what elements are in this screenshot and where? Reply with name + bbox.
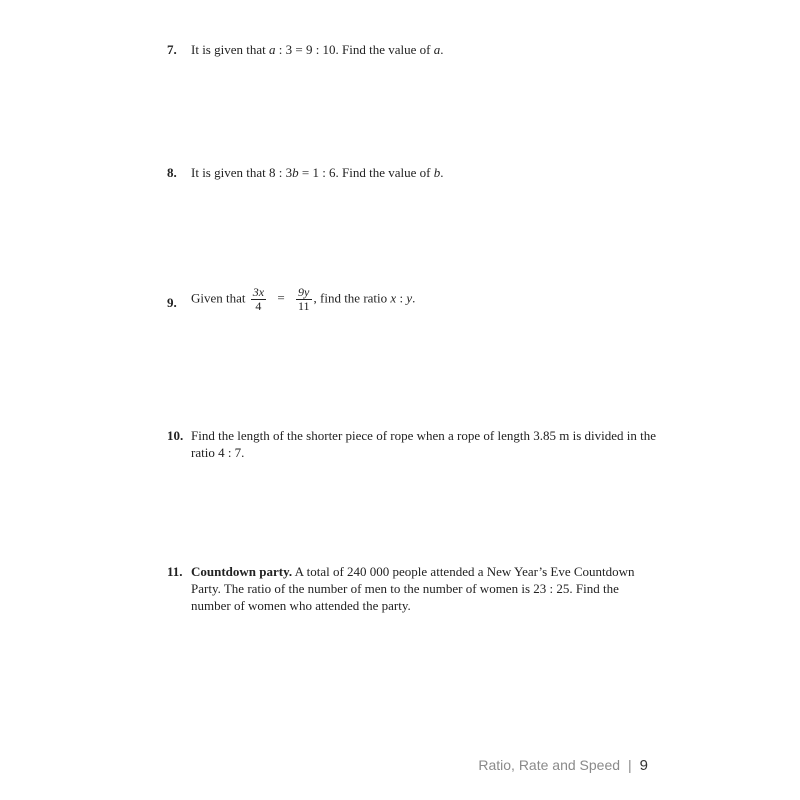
question-text: Find the length of the shorter piece of rope when a rope of length 3.85 m is divided in the ratio 4 : 7. [191, 428, 656, 460]
footer-separator: | [628, 757, 632, 773]
question-7 [167, 41, 657, 58]
chapter-title: Ratio, Rate and Speed [478, 757, 621, 773]
fraction: $\frac{9y}{11}$ [297, 285, 310, 313]
question-text: It is given that 8 : 3b = 1 : 6. Find the value of b. [191, 165, 444, 180]
question-text: Countdown party. A total of 240 000 people attended a New Year’s Eve Countdown Party. The ratio of the number of men to the number of women is 23 : 25. Find the number of women who attended the party. [191, 564, 635, 613]
question-9 [167, 286, 657, 313]
page-footer [478, 757, 648, 774]
fraction: $\frac{3x}{4}$ [252, 285, 265, 313]
question-number: 9. [167, 295, 177, 310]
question-text: Given that $\frac{3x}{4}$ = $\frac{9y}{11}$ , find the ratio x : y. [191, 285, 416, 313]
question-8 [167, 164, 657, 181]
question-number: 11. [167, 564, 183, 579]
question-number: 7. [167, 42, 177, 57]
page-number: 9 [639, 757, 648, 774]
question-number: 8. [167, 165, 177, 180]
question-title: Countdown party. [191, 564, 293, 579]
question-text: It is given that a : 3 = 9 : 10. Find the value of a. [191, 42, 444, 57]
question-11 [167, 563, 657, 614]
question-10 [167, 427, 657, 461]
question-number: 10. [167, 428, 184, 443]
